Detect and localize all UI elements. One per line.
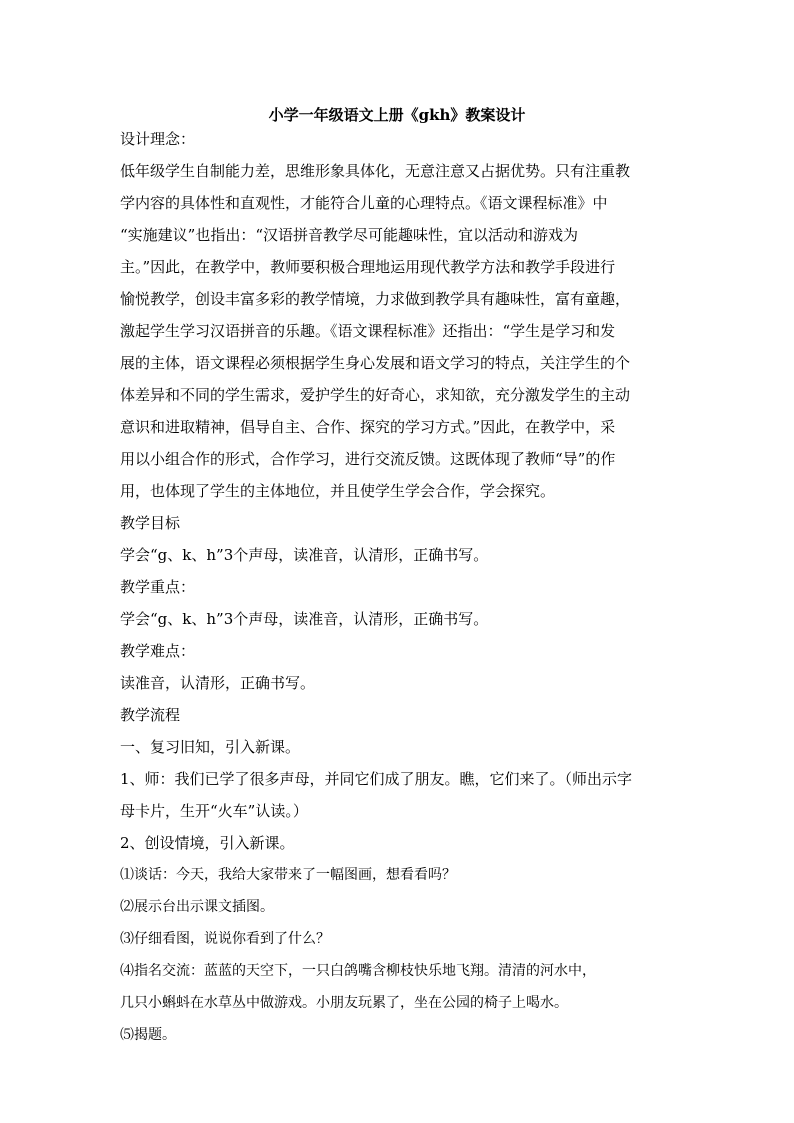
goal-text: 学会“g、k、h”3个声母，读准音，认清形，正确书写。 [120, 546, 489, 564]
process-line: 母卡片，生开“火车”认读。） [120, 802, 308, 820]
paragraph-line: 用，也体现了学生的主体地位，并且使学生学会合作，学会探究。 [120, 482, 556, 500]
difficulties-text: 读准音，认清形，正确书写。 [120, 674, 316, 692]
paragraph-line: 展的主体，语文课程必须根据学生身心发展和语文学习的特点，关注学生的个 [120, 354, 631, 372]
key-points-text: 学会“g、k、h”3个声母，读准音，认清形，正确书写。 [120, 610, 489, 628]
process-substep: ⑴谈话：今天，我给大家带来了一幅图画，想看看吗？ [120, 867, 456, 883]
paragraph-line: 体差异和不同的学生需求，爱护学生的好奇心，求知欲，充分激发学生的主动 [120, 386, 631, 404]
process-substep: ⑵展示台出示课文插图。 [120, 899, 274, 915]
process-substep: ⑸揭题。 [120, 1027, 176, 1043]
section-heading-teaching-goals: 教学目标 [120, 514, 181, 532]
section-heading-difficulties: 教学难点： [120, 642, 196, 660]
process-substep: 几只小蝌蚪在水草丛中做游戏。小朋友玩累了，坐在公园的椅子上喝水。 [120, 995, 568, 1011]
section-heading-teaching-process: 教学流程 [120, 706, 181, 724]
paragraph-line: 激起学生学习汉语拼音的乐趣。《语文课程标准》还指出：“学生是学习和发 [120, 322, 616, 340]
paragraph-line: 主。”因此，在教学中，教师要积极合理地运用现代教学方法和教学手段进行 [120, 258, 616, 276]
process-line: 1、师：我们已学了很多声母，并同它们成了朋友。瞧，它们来了。（师出示字 [120, 770, 633, 788]
paragraph-line: “实施建议”也指出：“汉语拼音教学尽可能趣味性，宜以活动和游戏为 [120, 226, 579, 244]
paragraph-line: 低年级学生自制能力差，思维形象具体化，无意注意又占据优势。只有注重教 [120, 162, 631, 180]
section-heading-key-points: 教学重点： [120, 578, 196, 596]
process-step-heading: 一、复习旧知，引入新课。 [120, 738, 301, 756]
section-heading-design-concept: 设计理念： [120, 130, 196, 148]
paragraph-line: 用以小组合作的形式，合作学习，进行交流反馈。这既体现了教师“导”的作 [120, 450, 616, 468]
paragraph-line: 意识和进取精神，倡导自主、合作、探究的学习方式。”因此，在教学中，采 [120, 418, 616, 436]
paragraph-line: 学内容的具体性和直观性，才能符合儿童的心理特点。《语文课程标准》中 [120, 194, 608, 212]
process-step-heading: 2、创设情境，引入新课。 [120, 834, 295, 852]
process-substep: ⑶仔细看图，说说你看到了什么？ [120, 931, 330, 947]
process-substep: ⑷指名交流：蓝蓝的天空下，一只白鸽嘴含柳枝快乐地飞翔。清清的河水中， [120, 963, 596, 979]
paragraph-line: 愉悦教学，创设丰富多彩的教学情境，力求做到教学具有趣味性，富有童趣， [120, 290, 631, 308]
document-title: 小学一年级语文上册《gkh》教案设计 [268, 106, 526, 124]
